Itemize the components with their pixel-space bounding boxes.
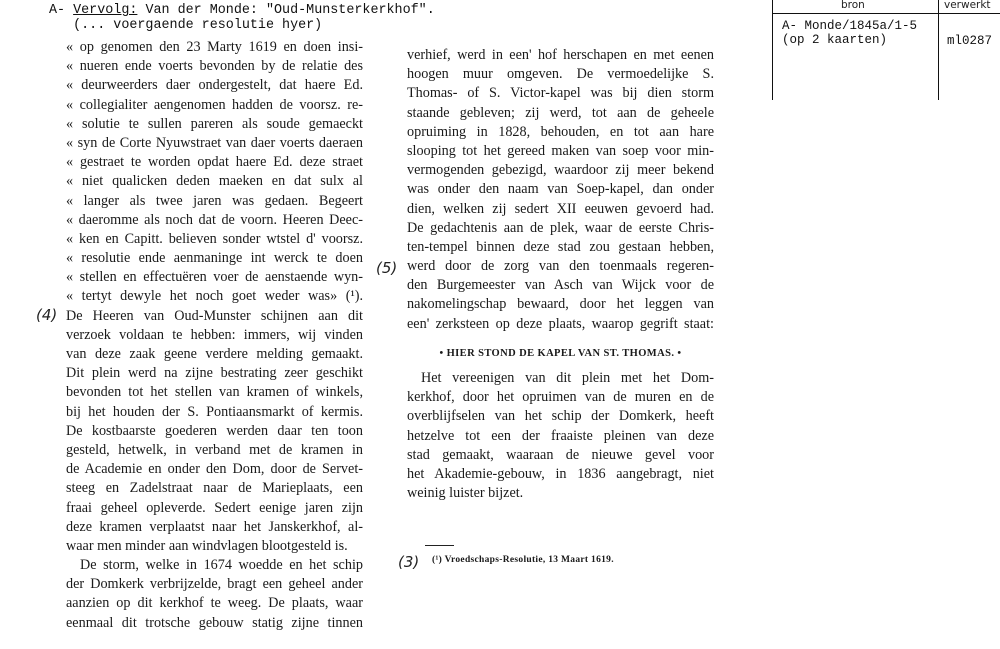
table-column-divider <box>938 0 939 100</box>
text-line: deze kramen verplaatst naar het Janskerkhof, al- <box>66 518 363 535</box>
text-line: waar men minder aan windvlagen blootgesteld is. <box>66 537 348 554</box>
text-line: Thomas- of S. Victor-kapel was bij dien storm <box>407 85 714 102</box>
text-line: het Akademie-gebouw, in 1836 aangebragt, niet <box>407 465 714 482</box>
text-line: verzoek voldaan te hebben: immers, wij vinden <box>66 326 363 343</box>
text-line: Dit plein werd na zijne bestrating zeer geschikt <box>66 365 363 382</box>
text-line: gesteld, hetwelk, in verband met de kramen in <box>66 441 363 458</box>
table-header-verwerkt: verwerkt <box>944 0 991 11</box>
text-line: hoogen muur omgeven. De vermoedelijke S. <box>407 66 714 83</box>
footnote-rule <box>425 545 454 546</box>
text-line: « ken en Capitt. believen sonder wtstel d' voorsz. <box>66 230 363 247</box>
table-header-bron: bron <box>841 0 865 11</box>
text-line: steeg en Zadelstraat naar de Marieplaats, een <box>66 480 363 497</box>
typed-header <box>49 3 435 33</box>
text-line: « langer als twee jaren was gedaen. Begeert <box>66 192 363 209</box>
text-line: den Burgemeester van Asch van Wijck voor de <box>407 277 714 294</box>
table-header-rule <box>772 13 1000 14</box>
text-line: « stellen en effectuëren voer de aenstaende wyn- <box>66 269 363 286</box>
text-line: « deurweerders daer ondergestelt, dat haere Ed. <box>66 77 363 94</box>
text-line: een' zerksteen op deze plaats, waarop gegrift staat: <box>407 315 714 332</box>
text-line: « daeromme als noch dat de voorn. Heeren Deec- <box>66 211 363 228</box>
text-line: « tertyt dewyle het noch goet weder was» (¹). <box>66 288 363 305</box>
right-text-column <box>407 46 714 503</box>
text-line: opruiming in 1828, behouden, en tot aan hare <box>407 123 714 140</box>
inscription: • HIER STOND DE KAPEL VAN ST. THOMAS. • <box>439 347 682 359</box>
text-line: dien, welken zij sedert XII eeuwen gevoerd had. <box>407 200 714 217</box>
table-cell-bron-1: A- Monde/1845a/1-5 <box>782 19 918 33</box>
table-cell-verwerkt: ml0287 <box>947 34 993 48</box>
text-line: eenmaal dit trotsche gebouw statig zijne tinnen <box>66 614 363 631</box>
text-line: vermogenden gebezigd, waardoor zij meer bekend <box>407 162 714 179</box>
text-line: werd door de zorg van den toenmaals regeren- <box>407 258 714 275</box>
text-line: « gestraet te worden opdat haere Ed. deze straet <box>66 154 363 171</box>
text-line: der Domkerk verbrijzelde, bragt een geheel ander <box>66 576 363 593</box>
text-line: aanzien op dit kerkhof te weeg. De plaats, waar <box>66 595 363 612</box>
text-line: stad gemaakt, waaraan de nieuwe gevel voor <box>407 446 714 463</box>
text-line: « op genomen den 23 Marty 1619 en doen insi- <box>66 39 363 55</box>
table-border-left <box>772 0 773 100</box>
text-line: De gedachtenis aan de plek, waar de eerste Chris- <box>407 219 714 236</box>
source-table <box>772 0 1000 100</box>
text-line: « resolutie ende aenmaninge int werck te doen <box>66 250 363 267</box>
text-line: kerkhof, door het opruimen van de muren en de <box>407 389 714 406</box>
margin-note-5: (5) <box>376 259 398 277</box>
header-label: Vervolg: <box>73 3 138 18</box>
text-line: bevonden tot het stellen van kramen of winkels, <box>66 384 363 401</box>
text-line: « solutie te sullen pareren als soude gemaeckt <box>66 115 363 132</box>
footnote: (¹) Vroedschaps-Resolutie, 13 Maart 1619. <box>432 555 614 565</box>
text-line: verhief, werd in een' hof herschapen en met eenen <box>407 47 714 63</box>
margin-note-3: (3) <box>398 553 420 571</box>
header-subtitle: (... voergaende resolutie hyer) <box>73 18 323 33</box>
text-line: slooping tot het gereed maken van soep voor min- <box>407 142 714 159</box>
left-text-column <box>66 38 363 633</box>
text-line: « niet qualicken deden maeken en dat sulx al <box>66 173 363 190</box>
margin-note-4: (4) <box>36 306 58 324</box>
header-title: Van der Monde: "Oud-Munsterkerkhof". <box>137 3 435 18</box>
text-line: Het vereenigen van dit plein met het Dom- <box>421 370 714 386</box>
text-line: De Heeren van Oud-Munster schijnen aan dit <box>66 307 363 324</box>
text-line: nakomelingschap bewaard, door het leggen van <box>407 296 714 313</box>
text-line: De kostbaarste goederen werden daar ten toon <box>66 422 363 439</box>
text-line: « syn de Corte Nyuwstraet van daer voerts daeraen <box>66 134 363 151</box>
text-line: de Academie en onder den Dom, door de Servet- <box>66 461 363 478</box>
text-line: « collegialiter aengenomen hadden de voorsz. re- <box>66 96 363 113</box>
text-line: was onder den naam van Soep-kapel, dan onder <box>407 181 714 198</box>
text-line: De storm, welke in 1674 woedde en het schip <box>80 557 363 574</box>
text-line: bij het houden der S. Pontiaansmarkt of kermis. <box>66 403 363 420</box>
text-line: ten-tempel binnen deze stad zou gestaan hebben, <box>407 238 714 255</box>
text-line: weinig luister bijzet. <box>407 485 524 502</box>
text-line: overblijfselen van het schip der Domkerk, heeft <box>407 408 714 425</box>
text-line: staande gebleven; zij werd, tot aan de geheele <box>407 104 714 121</box>
text-line: van deze zaak geene verdere melding gemaakt. <box>66 346 363 362</box>
text-line: fraai geheel opleverde. Sedert eenige jaren zijn <box>66 499 363 516</box>
text-line: « nueren ende voerts bevonden by de relatie des <box>66 58 363 75</box>
text-line: hetzelve tot een der fraaiste pleinen van deze <box>407 427 714 444</box>
table-cell-bron-2: (op 2 kaarten) <box>782 33 888 47</box>
header-prefix: A- <box>49 3 74 18</box>
